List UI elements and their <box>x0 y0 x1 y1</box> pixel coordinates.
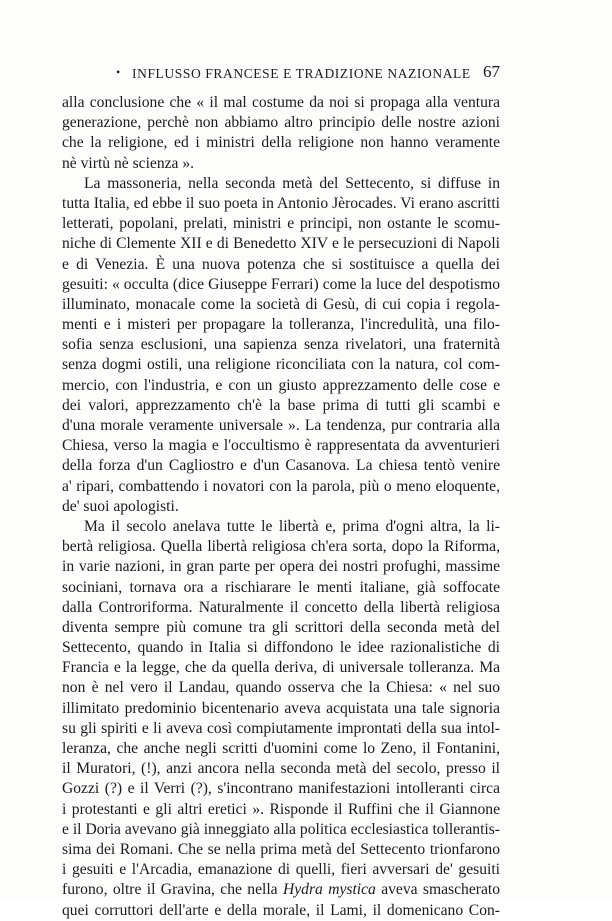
text-line: Francia e la legge, che da quella deriva, di universale tolleranza. Ma <box>62 659 500 677</box>
text-line: generazione, perchè non abbiamo altro principio delle nostre azioni <box>62 114 500 132</box>
page-number: 67 <box>483 62 500 81</box>
text-line: bertà religiosa. Quella libertà religiosa ch'era sorta, dopo la Riforma, <box>62 538 500 556</box>
text-line: dei valori, apprezzamento ch'è la base prima di tutti gli scambi e <box>62 396 500 414</box>
text-line: in varie nazioni, in gran parte per opera dei nostri profughi, massime <box>62 558 500 576</box>
text-line: tutta Italia, ed ebbe il suo poeta in Antonio Jèrocades. Vi erano ascritti <box>62 194 500 212</box>
header-bullet: • <box>116 65 121 79</box>
text-line: de' suoi apologisti. <box>62 497 179 515</box>
text-line: Chiesa, verso la magia e l'occultismo è rappresentata da avventurieri <box>62 437 500 455</box>
text-segment: aveva smascherato <box>375 881 501 899</box>
text-line: su gli spiriti e li aveva così compiutamente improntati della sua intol- <box>62 719 500 737</box>
text-line: niche di Clemente XII e di Benedetto XIV e le persecuzioni di Napoli <box>62 235 500 253</box>
italic-title: Hydra mystica <box>282 881 376 899</box>
text-line: sofia senza esclusioni, una sapienza senza rivelatori, una fraternità <box>62 336 500 354</box>
text-line: Gozzi (?) e il Verri (?), s'incontrano manifestazioni intolleranti circa <box>62 780 500 798</box>
text-line: illuminato, monacale come la società di Gesù, di cui copia i regola- <box>62 295 500 313</box>
text-line: d'una morale veramente universale ». La tendenza, pur contraria alla <box>62 417 500 434</box>
text-line: i gesuiti e l'Arcadia, emanazione di quelli, fieri avversari de' gesuiti <box>62 861 500 879</box>
text-line: quei corruttori dell'arte e della morale, il Lami, il domenicano Con- <box>62 901 500 919</box>
text-line: Ma il secolo anelava tutte le libertà e, prima d'ogni altra, la li- <box>84 517 500 535</box>
text-line: non è nel vero il Landau, quando osserva che la Chiesa: « nel suo <box>62 679 500 697</box>
text-line: mercio, con l'industria, e con un giusto apprezzamento delle cose e <box>62 376 500 394</box>
text-line: gesuiti: « occulta (dice Giuseppe Ferrari) come la luce del despotismo <box>62 275 500 293</box>
text-line: della forza d'un Cagliostro e d'un Casanova. La chiesa tentò venire <box>62 457 500 475</box>
text-line: alla conclusione che « il mal costume da noi si propaga alla ventura <box>62 94 500 111</box>
text-line: dalla Controriforma. Naturalmente il concetto della libertà religiosa <box>62 598 500 616</box>
running-header <box>62 62 500 82</box>
text-line: il Muratori, (!), anzi ancora nella seconda metà del secolo, presso il <box>62 760 500 778</box>
running-title: INFLUSSO FRANCESE E TRADIZIONE NAZIONALE <box>132 66 471 81</box>
text-line: menti e i misteri per propagare la tolleranza, l'incredulità, una filo- <box>62 316 500 334</box>
text-line: nè virtù nè scienza ». <box>62 154 195 172</box>
text-line: i protestanti e gli altri eretici ». Risponde il Ruffini che il Giannone <box>62 800 500 818</box>
text-line: e il Doria avevano già inneggiato alla politica ecclesiastica tollerantis- <box>62 820 500 838</box>
text-line-with-italic-title <box>62 880 500 900</box>
body-text <box>62 93 500 921</box>
text-line: illimitato predominio bicentenario aveva acquistata una tale signoria <box>62 699 500 717</box>
text-line: che la religione, ed i ministri della religione non hanno veramente <box>62 134 500 152</box>
text-line: sociniani, tornava ora a rischiarare le menti italiane, già soffocate <box>62 578 500 596</box>
text-line: diventa sempre più comune tra gli scrittori della seconda metà del <box>62 618 500 636</box>
text-line: sima dei Romani. Che se nella prima metà del Settecento trionfarono <box>62 840 500 858</box>
text-line: letterati, popolani, prelati, ministri e principi, non ostante le scomu- <box>62 215 500 233</box>
text-line: a' ripari, combattendo i novatori con la parola, più o meno eloquente, <box>62 477 500 495</box>
text-line: e di Venezia. È una nuova potenza che si sostituisce a quella dei <box>62 255 500 273</box>
text-line: leranza, che anche negli scritti d'uomini come lo Zeno, il Fontanini, <box>62 740 500 757</box>
text-line: Settecento, quando in Italia si diffondono le idee razionalistiche di <box>62 639 500 657</box>
text-segment: furono, oltre il Gravina, che nella <box>62 881 283 899</box>
text-line: senza dogmi ostili, una religione riconciliata con la natura, col com- <box>62 356 500 374</box>
text-line: La massoneria, nella seconda metà del Settecento, si diffuse in <box>84 174 500 192</box>
